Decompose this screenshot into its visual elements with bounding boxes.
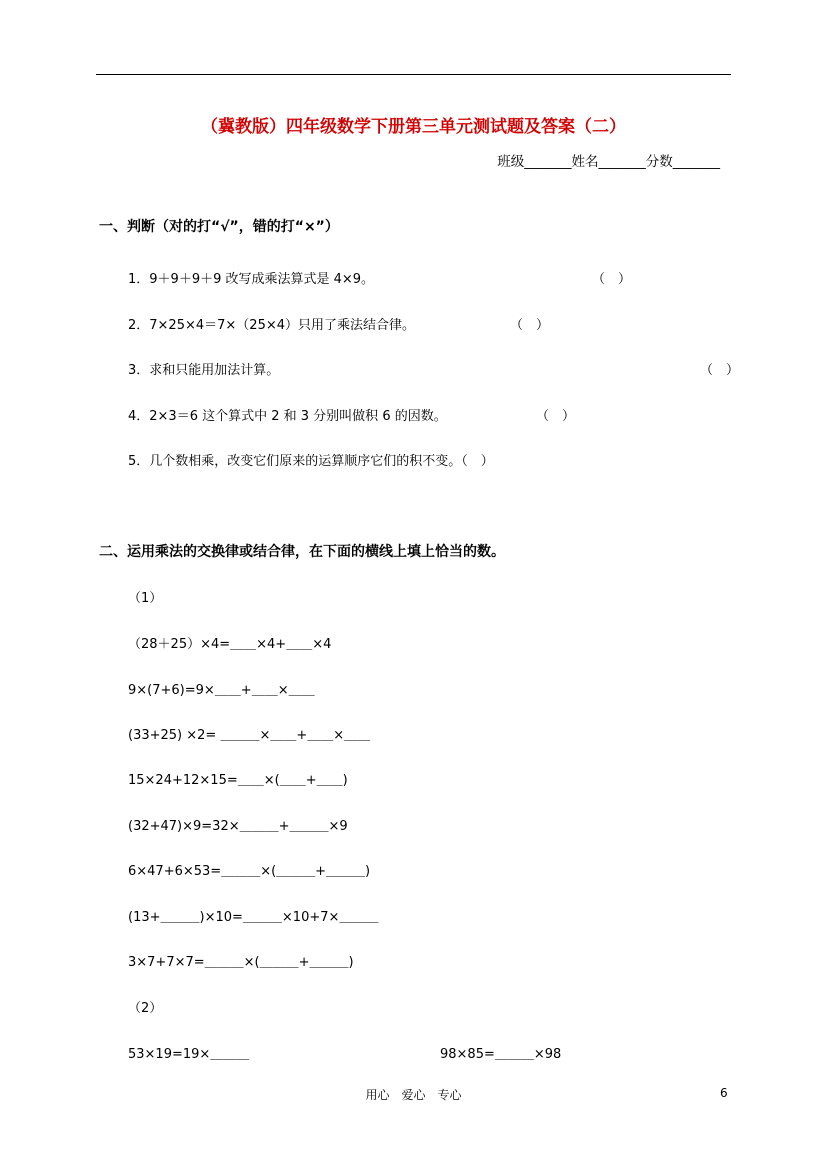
fill-line-3[interactable]: (33+25) ×2= ＿＿＿×＿＿+＿＿×＿＿ (128, 728, 371, 743)
section-2-heading: 二、运用乘法的交换律或结合律，在下面的横线上填上恰当的数。 (99, 544, 505, 560)
judge-item-4: 4．2×3＝6 这个算式中 2 和 3 分别叫做积 6 的因数。 (128, 409, 447, 424)
page-number: 6 (720, 1086, 728, 1100)
fill-line-1[interactable]: （28＋25）×4=＿＿×4+＿＿×4 (128, 637, 332, 652)
student-info-line: 班级_______姓名_______分数_______ (497, 154, 720, 170)
judge-item-3: 3．求和只能用加法计算。 (128, 363, 280, 378)
part-2-label: （2） (128, 1001, 163, 1016)
fill-line-6[interactable]: 6×47+6×53=＿＿＿×(＿＿＿+＿＿＿) (128, 864, 371, 879)
judge-item-2: 2．7×25×4＝7×（25×4）只用了乘法结合律。 (128, 318, 416, 333)
judge-item-1-answer-paren[interactable]: （ ） (592, 272, 632, 287)
judge-item-1: 1．9＋9＋9＋9 改写成乘法算式是 4×9。 (128, 272, 375, 287)
fill-line-5[interactable]: (32+47)×9=32×＿＿＿+＿＿＿×9 (128, 819, 348, 834)
judge-item-2-answer-paren[interactable]: （ ） (510, 318, 550, 333)
fill-line-7[interactable]: (13+＿＿＿)×10=＿＿＿×10+7×＿＿＿ (128, 910, 379, 925)
section-1-heading: 一、判断（对的打“√”，错的打“×”） (99, 219, 339, 235)
fill-line-part2-right[interactable]: 98×85=＿＿＿×98 (440, 1047, 562, 1062)
header-rule (96, 74, 731, 75)
footer-motto: 用心 爱心 专心 (365, 1088, 462, 1102)
fill-line-4[interactable]: 15×24+12×15=＿＿×(＿＿+＿＿) (128, 773, 348, 788)
fill-line-8[interactable]: 3×7+7×7=＿＿＿×(＿＿＿+＿＿＿) (128, 955, 354, 970)
fill-line-part2-left[interactable]: 53×19=19×＿＿＿ (128, 1047, 250, 1062)
judge-item-5: 5．几个数相乘，改变它们原来的运算顺序它们的积不变。（ ） (128, 454, 494, 469)
judge-item-3-answer-paren[interactable]: （ ） (700, 363, 740, 378)
part-1-label: （1） (128, 591, 163, 606)
judge-item-4-answer-paren[interactable]: （ ） (536, 409, 576, 424)
fill-line-2[interactable]: 9×(7+6)=9×＿＿+＿＿×＿＿ (128, 683, 315, 698)
document-title: （冀教版）四年级数学下册第三单元测试题及答案（二） (201, 117, 626, 137)
